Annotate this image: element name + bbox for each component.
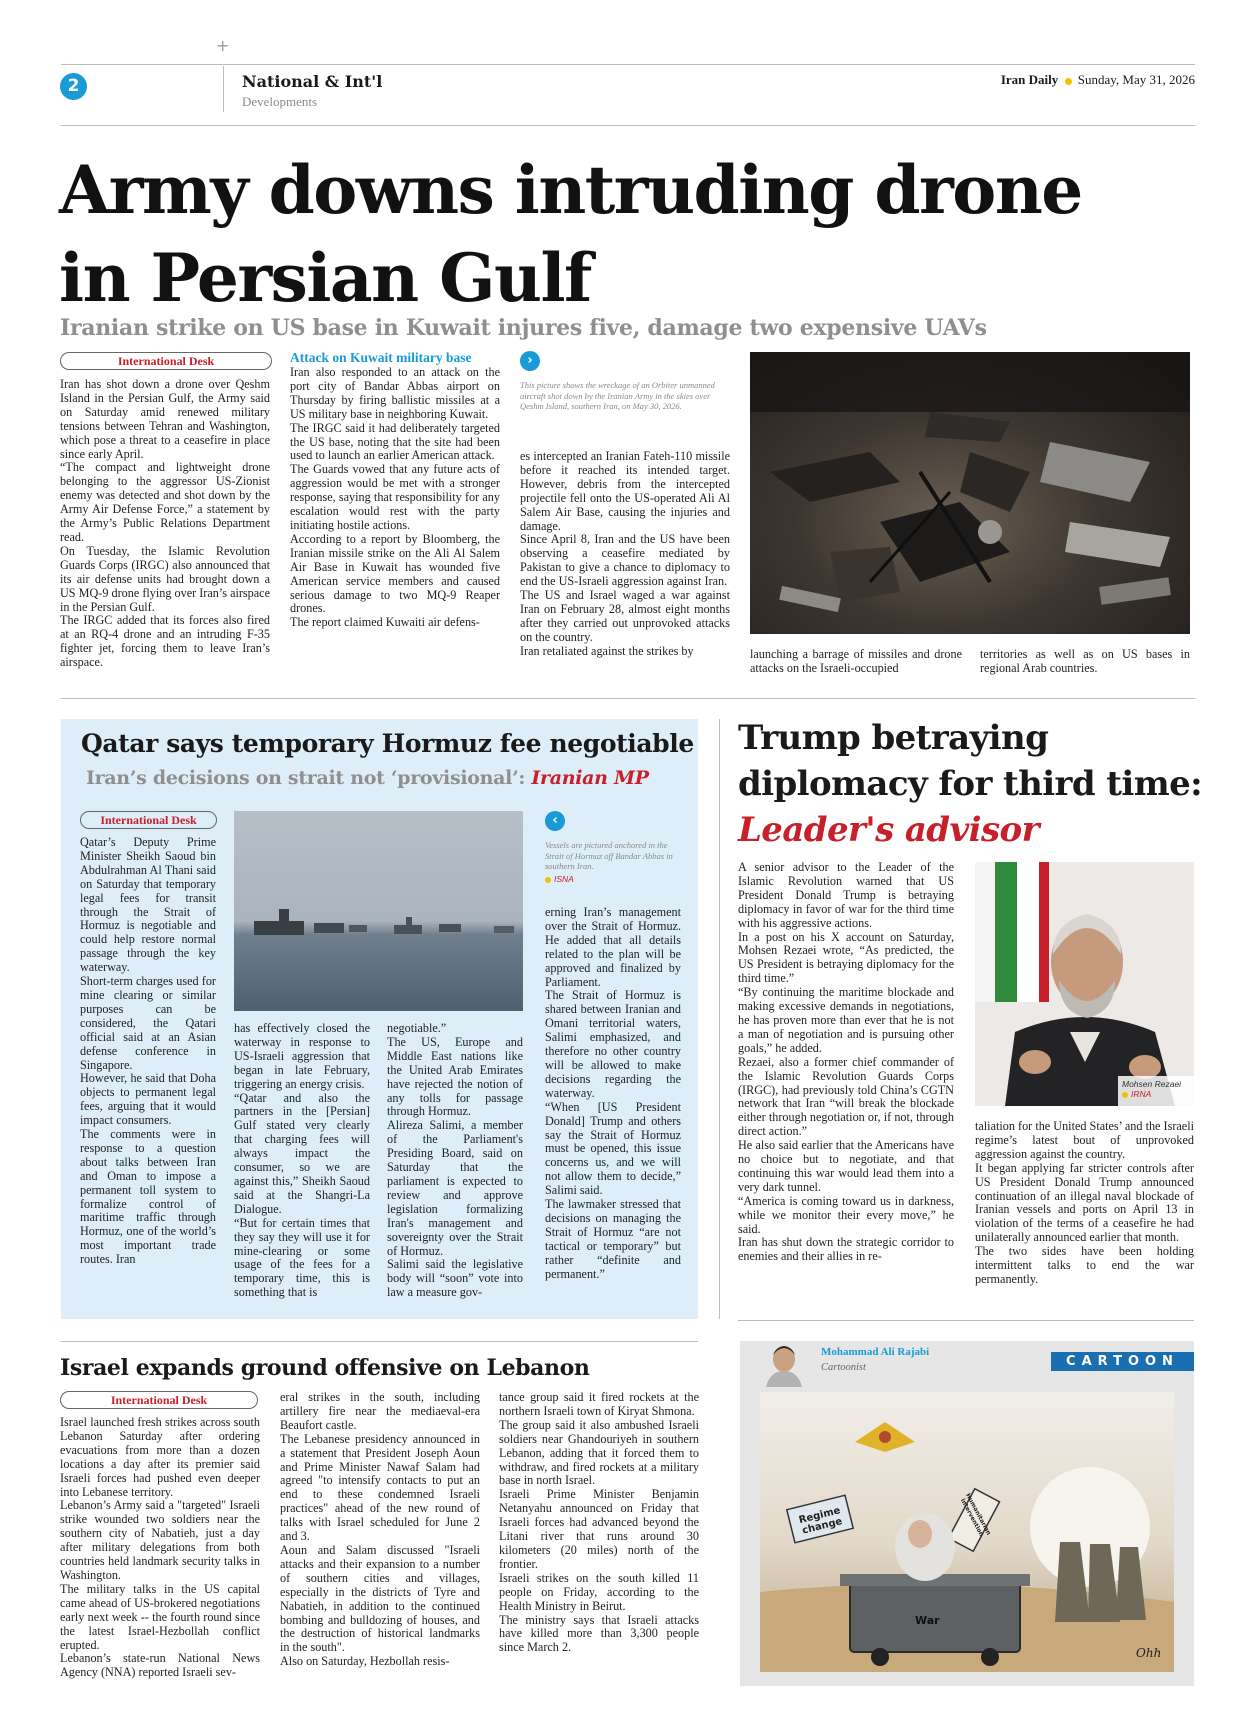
- lead-headline: [59, 146, 1189, 322]
- trump-col1-text: A senior advisor to the Leader of the Islamic Revolution warned that US President Donald Trump is betraying diplomacy in favor of war for the third time with his aggressive actions. In a post on his X account on Saturday, Mohsen Rezaei wrote, “As predicted, the US President is betraying diplomacy for the third time.” “By continuing the maritime blockade and making excessive demands in negotiations, he has proven more than ever that he is not a man of negotiation and is pursuing other goals,” he added. Rezaei, also a former chief commander of the Islamic Revolution Guards Corps (IRGC), had previously told China’s CGTN network that Iran “will break the blockade either through negotiation or, if not, through direct action.” He also said earlier that the Americans have no choice but to negotiate, and that continuing this war would lead them into a very dark tunnel. “America is coming toward us in darkness, while we monitor their every move,” he said. Iran has shut down the strategic corridor to enemies and their allies in re-: [738, 860, 954, 1264]
- cartoon-signature: Ohh: [1136, 1646, 1162, 1660]
- trump-headline-line2: diplomacy for third time:: [738, 764, 1203, 804]
- lead-col3-text: es intercepted an Iranian Fateh-110 missile before it reached its intended target. However, debris from the intercepted projectile fell onto the US-operated Ali Al Salem Air Base, causing the injuries and damage. Since April 8, Iran and the US have been observing a ceasefire mediated by Pakistan to give a chance to diplomacy to end the US-Israeli aggression against Iran. The US and Israel waged a war against Iran on February 28, almost eight months after they carried out unprovoked attacks on the country. Iran retaliated against the strikes by: [520, 449, 730, 658]
- ships-photo: [234, 811, 523, 1011]
- right-column-divider: [719, 719, 720, 1319]
- israel-top-rule: [61, 1341, 698, 1342]
- qatar-col4-text: erning Iran’s management over the Strait of Hormuz. He added that all details related to the plan will be approved and finalized by Parliament. The Strait of Hormuz is shared between Iranian and Omani territorial waters, Salimi emphasized, and therefore no other country will be allowed to make decisions regarding the waterway. “When [US President Donald] Trump and others say the Strait of Hormuz must be opened, this issue concerns us, and we will not allow them to decide,” Salimi said. The lawmaker stressed that decisions on managing the Strait of Hormuz “are not tactical or temporary” but rather “definite and permanent.”: [545, 905, 681, 1281]
- drone-wreckage-photo: [750, 352, 1190, 634]
- qatar-headline: Qatar says temporary Hormuz fee negotiable: [81, 729, 694, 758]
- masthead: [1001, 72, 1195, 88]
- lead-column-1: [60, 378, 270, 670]
- israel-headline: Israel expands ground offensive on Lebanon: [60, 1355, 590, 1381]
- page-number-badge: [60, 73, 87, 100]
- lead-column-4: [750, 648, 962, 676]
- qatar-subheadline-gray: Iran’s decisions on strait not ‘provisional’:: [86, 767, 532, 789]
- lead-column-3: [520, 450, 730, 659]
- cartoon-sign-regime-change: Regime change: [797, 1505, 844, 1537]
- israel-desk-badge: International Desk: [60, 1391, 258, 1409]
- cartoonist-avatar: [760, 1341, 808, 1387]
- lead-col1-text: Iran has shot down a drone over Qeshm Island in the Persian Gulf, the Army said on Saturday amid renewed military tensions between Tehran and Washington, which pose a threat to a ceasefire in place since early April. “The compact and lightweight drone belonging to the aggressor US-Zionist enemy was detected and shot down by the Army Air Defense Force,” a statement by the Army’s Public Relations Department read. On Tuesday, the Islamic Revolution Guards Corps (IRGC) also announced that its air defense units had brought down a US MQ-9 drone flying over Iran’s airspace in the Persian Gulf. The IRGC added that its forces also fired at an RQ-4 drone and an intruding F-35 fighter jet, forcing them to leave Iran’s airspace.: [60, 377, 270, 670]
- israel-col1-text: Israel launched fresh strikes across south Lebanon Saturday after ordering evacuations from more than a dozen locations a day after its premier said Israeli forces had pushed even deeper into Lebanese territory. Lebanon’s Army said a "targeted" Israeli strike wounded two soldiers near the southern city of Nabatieh, just a day after military delegations from both countries held landmark security talks in Washington. The military talks in the US capital came ahead of US-brokered negotiations early next week -- the fourth round since the latest Israel-Hezbollah conflict erupted. Lebanon’s state-run National News Agency (NNA) reported Israeli sev-: [60, 1415, 260, 1680]
- header-bottom-rule: [61, 125, 1195, 126]
- lead-column-5: [980, 648, 1190, 676]
- chevron-right-icon: ›: [520, 351, 540, 371]
- cartoonist-role: Cartoonist: [821, 1362, 866, 1373]
- qatar-col3-text: negotiable.” The US, Europe and Middle East nations like the United Arab Emirates have rejected the notion of any tolls for passage through Hormuz. Alireza Salimi, a member of the Parliament's Presiding Board, said on Saturday that the parliament is expected to review and approve legislation formalizing Iran's management and sovereignty over the Strait of Hormuz. Salimi said the legislative body will “soon” vote into law a measure gov-: [387, 1021, 523, 1300]
- photo-person-name: Mohsen Rezaei: [1122, 1079, 1182, 1089]
- lead-col5-text: territories as well as on US bases in regional Arab countries.: [980, 647, 1190, 675]
- subsection-title: Developments: [242, 94, 318, 109]
- qatar-column-4: [545, 906, 681, 1281]
- lead-headline-line2: in Persian Gulf: [59, 239, 591, 317]
- lead-col2-text: Iran also responded to an attack on the port city of Bandar Abbas airport on Thursday by firing ballistic missiles at a US military base in neighboring Kuwait. The IRGC said it had deliberately targeted the US base, noting that the site had been used to launch an earlier American attack. The Guards vowed that any future acts of aggression would be met with a stronger response, saying that responsibility for any escalation would rest with the party initiating hostile actions. According to a report by Bloomberg, the Iranian missile strike on the Ali Al Salem Air Base in Kuwait has wounded five American service members and caused serious damage to two MQ-9 Reaper drones. The report claimed Kuwaiti air defens-: [290, 365, 500, 630]
- qatar-photo-credit: ISNA: [545, 874, 574, 884]
- cartoon-bin-label: War: [915, 1614, 940, 1627]
- portrait-illustration: [975, 862, 1194, 1106]
- qatar-subheadline: [86, 767, 649, 789]
- wreckage-illustration: [750, 352, 1190, 634]
- header-divider: [223, 66, 224, 112]
- trump-headline-line1: Trump betraying: [738, 718, 1049, 758]
- israel-col3-text: tance group said it fired rockets at the northern Israeli town of Kiryat Shmona. The group said it also ambushed Israeli soldiers near Ghandouriyeh in southern Lebanon, adding that it forced them to withdraw, and fired rockets at a military base in north Israel. Israeli Prime Minister Benjamin Netanyahu announced on Friday that Israeli forces had advanced beyond the Litani river that runs around 30 kilometers (20 miles) north of the frontier. Israeli strikes on the south killed 11 people on Friday, according to the Health Ministry in Beirut. The ministry says that Israeli attacks have killed more than 3,300 people since March 2.: [499, 1390, 699, 1655]
- page-number: 2: [67, 76, 80, 96]
- trump-column-1: [738, 861, 954, 1264]
- photo-credit: IRNA: [1122, 1089, 1190, 1099]
- qatar-column-3: [387, 1022, 523, 1300]
- israel-column-1: [60, 1416, 260, 1680]
- cartoon-label-text: CARTOON: [1066, 1354, 1179, 1369]
- lead-headline-line1: Army downs intruding drone: [59, 151, 1082, 229]
- qatar-col1-text: Qatar’s Deputy Prime Minister Sheikh Saoud bin Abdulrahman Al Thani said on Saturday that temporary legal fees for transit through the Strait of Hormuz is negotiable and could help restore normal passage through the key waterway. Short-term charges used for mine clearing or similar purposes can be considered, the Qatari official said at an Asian defense conference in Singapore. However, he said that Doha objects to permanent legal fees, arguing that it would impact consumers. The comments were in response to a question about talks between Iran and Oman to impose a permanent toll system to formalize control of maritime traffic through Hormuz, one of the world’s most important trade routes. Iran: [80, 835, 216, 1267]
- israel-column-3: [499, 1391, 699, 1655]
- lead-subheadline: Iranian strike on US base in Kuwait injures five, damage two expensive UAVs: [60, 315, 987, 341]
- trump-col2-text: taliation for the United States’ and the Israeli regime’s latest bout of unprovoked aggression against the country. It began applying far stricter controls after US President Donald Trump announced continuation of an illegal naval blockade of Iranian vessels and ports on April 13 in violation of the terms of a ceasefire he had unilaterally announced earlier that month. The two sides have been holding intermittent talks to end the war permanently.: [975, 1119, 1194, 1286]
- israel-col2-text: eral strikes in the south, including artillery fire near the mediaeval-era Beaufort castle. The Lebanese presidency announced in a statement that President Joseph Aoun and Prime Minister Nawaf Salam had agreed "to intensify contacts to put an end to these condemned Israeli practices" ahead of the new round of talks with Israel scheduled for June 2 and 3. Aoun and Salam discussed "Israeli attacks and their expansion to a number of southern cities and villages, especially in the districts of Tyre and Nabatieh, in addition to the continued bombing and bulldozing of houses, and the destruction of historical landmarks in the south". Also on Saturday, Hezbollah resis-: [280, 1390, 480, 1669]
- lead-column-2: [290, 366, 500, 630]
- qatar-photo-caption: Vessels are pictured anchored in the Strait of Hormuz off Bandar Abbas in southern Iran.: [545, 840, 673, 871]
- issue-date: Sunday, May 31, 2026: [1077, 72, 1195, 87]
- qatar-column-1: [80, 836, 216, 1267]
- lead-desk-badge: International Desk: [60, 352, 272, 370]
- section-title: National & Int'l: [242, 72, 383, 91]
- qatar-subheadline-red: Iranian MP: [531, 767, 649, 789]
- cartoon-sign-humanitarian: Humanitarian intervention: [959, 1492, 993, 1538]
- cartoonist-name: Mohammad Ali Rajabi: [821, 1346, 930, 1358]
- chevron-left-icon: ‹: [545, 811, 565, 831]
- israel-column-2: [280, 1391, 480, 1669]
- mohsen-rezaei-photo: [975, 862, 1194, 1106]
- lead-bottom-rule: [61, 698, 1195, 699]
- cartoon-image: [760, 1392, 1174, 1672]
- cartoon-label: [1051, 1352, 1194, 1371]
- header-top-rule: [61, 64, 1195, 65]
- qatar-col2-text: has effectively closed the waterway in response to US-Israeli aggression that began in late February, triggering an energy crisis. “Qatar and also the partners in the [Persian] Gulf stated very clearly that charging fees will always impact the consumer, so we are against this,” Sheikh Saoud said at the Shangri-La Dialogue. “But for certain times that they say they will use it for mine-clearing or some usage of the fees for a temporary time, this is something that is: [234, 1021, 370, 1300]
- qatar-column-2: [234, 1022, 370, 1300]
- yellow-dot-icon: [1065, 78, 1072, 85]
- right-bottom-rule: [738, 1320, 1194, 1321]
- crop-mark: +: [216, 36, 230, 55]
- photo-name-tag: [1118, 1076, 1194, 1106]
- paper-name: Iran Daily: [1000, 72, 1059, 87]
- lead-photo-caption: This picture shows the wreckage of an Orbiter unmanned aircraft shot down by the Iranian Army in the skies over Qeshm Island, southern Iran, on May 30, 2026.: [520, 380, 715, 411]
- lead-col4-text: launching a barrage of missiles and drone attacks on the Israeli-occupied: [750, 647, 962, 675]
- lead-col2-heading: Attack on Kuwait military base: [290, 350, 472, 365]
- qatar-desk-badge: International Desk: [80, 811, 217, 829]
- trump-column-2: [975, 1120, 1194, 1287]
- ships-illustration: [234, 811, 523, 1011]
- trump-headline-red: Leader's advisor: [738, 810, 1039, 850]
- trump-headline: [738, 715, 1203, 853]
